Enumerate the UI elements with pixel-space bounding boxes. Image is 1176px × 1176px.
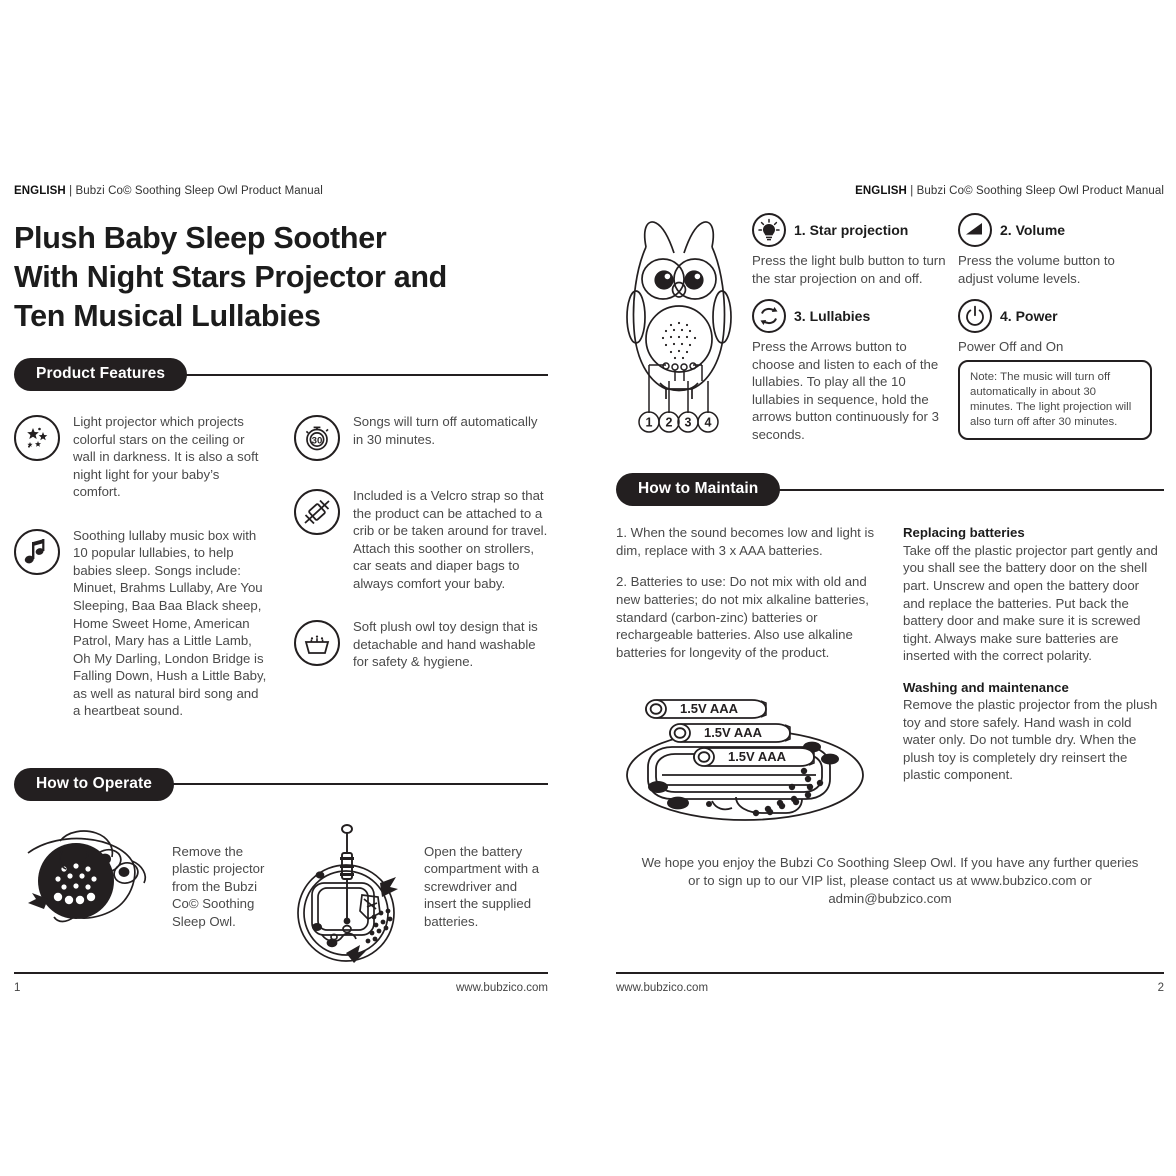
how-to-maintain-section-header [616,473,1164,506]
owl-callout-3: 3 [684,415,692,430]
feature-item [14,527,268,720]
features-column-1 [14,413,268,746]
velcro-strap-icon [294,489,340,535]
volume-icon [958,213,992,247]
control-title: 4. Power [1000,308,1058,325]
timer-icon-label: 30 [311,435,323,447]
features-list [14,413,548,746]
screwdriver-battery-door-illustration [284,817,416,972]
owl-front-view-illustration [616,213,742,455]
control-power [958,299,1164,443]
maintain-subheading: Replacing batteries [903,525,1025,541]
feature-item [294,487,548,592]
stars-icon [14,415,60,461]
control-title: 2. Volume [1000,222,1066,238]
maintain-block [903,679,1164,784]
title-line-3: Ten Musical Lullabies [14,299,321,334]
right-page-footer [616,972,1164,994]
note-box: Note: The music will turn off automatically in about 30 minutes. The light projection will also turn off after 30 minutes. [958,360,1152,441]
left-page-header [14,185,548,197]
feature-item [294,413,548,461]
operate-step-text: Open the battery compartment with a screwdriver and insert the supplied batteries. [424,843,540,930]
closing-message: We hope you enjoy the Bubzi Co Soothing Sleep Owl. If you have any further queries or to sign up to our VIP list, please contact us at www.bubzico.com or admin@bubzico.com [641,854,1139,906]
control-body: Press the light bulb button to turn the star projection on and off. [752,253,946,286]
left-page-footer [14,972,548,994]
arrows-cycle-icon [752,299,786,333]
light-bulb-icon [752,213,786,247]
controls-list [752,213,1164,455]
feature-text: Songs will turn off automatically in 30 minutes. [353,414,538,447]
feature-text: Light projector which projects colorful stars on the ceiling or wall in darkness. It is also a soft night light for your baby’s comfort. [73,414,259,500]
control-lullabies [752,299,958,443]
maintain-text: Take off the plastic projector part gently and you shall see the battery door on the shell part. Unscrew and open the battery door and replace the batteries. Put back the battery door and make sure it is screwed tight. Always make sure batteries are inserted with the correct polarity. [903,542,1158,664]
header-manual-title: Bubzi Co© Soothing Sleep Owl Product Manual [916,185,1164,197]
page-number: 2 [1157,982,1164,994]
maintain-subheading: Washing and maintenance [903,679,1069,695]
owl-callout-2: 2 [665,415,673,430]
maintain-column-right [903,524,1164,829]
control-title: 1. Star projection [794,222,909,238]
feature-item [294,618,548,671]
control-body: Press the Arrows button to choose and listen to each of the lullabies. To play all the 10 lullabies in sequence, hold the arrows button continuously for 3 seconds. [752,339,939,442]
operate-step-text: Remove the plastic projector from the Bubzi Co© Soothing Sleep Owl. [172,843,265,930]
header-separator: | [910,185,914,197]
how-to-operate-section-header [14,768,548,801]
battery-label: 1.5V AAA [727,749,787,765]
control-star-projection [752,213,958,287]
battery-label: 1.5V AAA [703,725,763,741]
how-to-maintain-heading: How to Maintain [616,473,780,506]
page-number: 1 [14,982,21,994]
owl-callout-1: 1 [645,415,653,430]
music-note-icon [14,529,60,575]
control-volume [958,213,1164,287]
power-icon [958,299,992,333]
section-rule [185,374,548,376]
footer-website: www.bubzico.com [616,982,709,994]
operate-step [284,817,548,972]
right-page [588,0,1176,1176]
owl-callout-4: 4 [704,415,712,430]
section-rule [778,489,1164,491]
operate-step [14,817,278,972]
battery-compartment-illustration [616,675,877,830]
feature-text: Soft plush owl toy design that is detachable and hand washable for safety & hygiene. [353,619,538,670]
maintain-paragraph: 2. Batteries to use: Do not mix with old and new batteries; do not mix alkaline batteries, standard (carbon-zinc) batteries or rechargeable batteries. Also use alkaline batteries for longevity of the product. [616,574,869,660]
control-body: Press the volume button to adjust volume levels. [958,253,1115,286]
hand-removing-projector-illustration [14,817,164,934]
owl-controls-block [616,213,1164,455]
header-separator: | [69,185,73,197]
timer-30-icon [294,415,340,461]
feature-text: Soothing lullaby music box with 10 popular lullabies, to help babies sleep. Songs include: Minuet, Brahms Lullaby, Are You Sleeping, Baa Baa Black sheep, Home Sweet Home, American Patrol, Mary has a Little Lamb, Oh My Darling, London Bridge is Falling Down, Hush a Little Baby, as well as natural bird song and a heartbeat sound. [73,527,267,719]
header-manual-title: Bubzi Co© Soothing Sleep Owl Product Manual [75,185,323,197]
feature-text: Included is a Velcro strap so that the product can be attached to a crib or be taken around for travel. Attach this soother on strollers, car seats and diaper bags to always comfort your baby. [353,488,548,591]
feature-item [14,413,268,501]
right-page-header [616,185,1164,197]
maintain-block [903,524,1164,664]
how-to-operate-heading: How to Operate [14,768,174,801]
maintain-columns [616,524,1164,829]
page-title [14,219,548,336]
hand-wash-icon [294,620,340,666]
maintain-paragraph: 1. When the sound becomes low and light is dim, replace with 3 x AAA batteries. [616,525,875,558]
battery-label: 1.5V AAA [679,701,739,717]
header-language: ENGLISH [14,185,66,197]
product-features-heading: Product Features [14,358,187,391]
section-rule [172,783,548,785]
product-features-section-header [14,358,548,391]
maintain-column-left [616,524,877,829]
title-line-2: With Night Stars Projector and [14,260,448,295]
maintain-text: Remove the plastic projector from the plush toy and store safely. Hand wash in cold water only. Do not tumble dry. When the plush toy is completely dry reinsert the plastic component. [903,697,1158,783]
control-body: Power Off and On [958,339,1064,355]
control-title: 3. Lullabies [794,308,871,325]
footer-website: www.bubzico.com [455,982,548,994]
operate-steps [14,817,548,972]
features-column-2 [294,413,548,746]
title-line-1: Plush Baby Sleep Soother [14,221,387,255]
header-language: ENGLISH [855,185,907,197]
